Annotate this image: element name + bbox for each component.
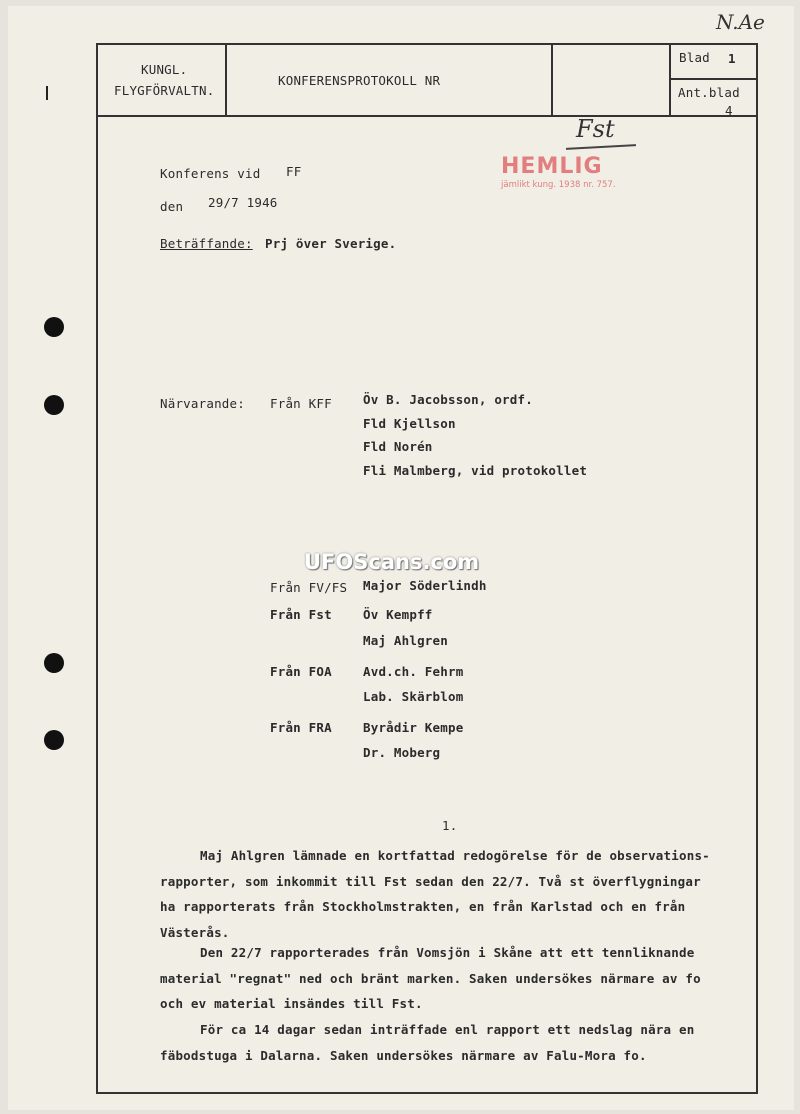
attendee-name: Lab. Skärblom — [363, 689, 464, 704]
konferens-label: Konferens vid — [160, 166, 261, 181]
group-fvfs-from: Från FV/FS — [270, 580, 348, 595]
watermark: UFOScans.com — [304, 550, 480, 574]
body-paragraph-2 — [160, 940, 730, 1017]
paragraph-line: Den 22/7 rapporterades från Vomsjön i Skåne att ett tennliknande — [200, 945, 695, 960]
group-kff-from: Från KFF — [270, 396, 332, 411]
header-col-2 — [551, 43, 553, 115]
section-number: 1. — [442, 818, 458, 833]
group-fst-from: Från Fst — [270, 607, 332, 622]
stamp-main-text: HEMLIG — [501, 154, 603, 179]
paragraph-line: material "regnat" ned och bränt marken. Saken undersökes närmare av fo — [160, 970, 701, 986]
punch-hole-4 — [44, 730, 64, 750]
attendee-name: Fld Norén — [363, 439, 433, 454]
punch-hole-2 — [44, 395, 64, 415]
body-paragraph-3 — [160, 1017, 730, 1068]
blad-label: Blad — [679, 50, 710, 65]
header-blad-divider — [669, 78, 758, 80]
paragraph-line: och ev material insändes till Fst. — [160, 996, 423, 1011]
den-value: 29/7 1946 — [208, 195, 278, 210]
den-label: den — [160, 199, 184, 214]
group-foa-from: Från FOA — [270, 664, 332, 679]
org-line-1: KUNGL. — [141, 62, 188, 77]
attendee-name: Fli Malmberg, vid protokollet — [363, 463, 588, 478]
paragraph-line: ha rapporterats från Stockholmstrakten, en från Karlstad och en från — [160, 899, 686, 914]
classification-stamp — [497, 152, 632, 194]
group-fra-from: Från FRA — [270, 720, 332, 735]
paragraph-line: fäbodstuga i Dalarna. Saken undersökes närmare av Falu-Mora fo. — [160, 1047, 647, 1063]
antblad-value: 4 — [725, 103, 733, 118]
paragraph-line: rapporter, som inkommit till Fst sedan den 22/7. Två st överflygningar — [160, 873, 701, 889]
margin-mark — [46, 86, 48, 100]
stamp-sub-text: jämlikt kung. 1938 nr. 757. — [501, 180, 616, 190]
attendee-name: Byrådir Kempe — [363, 720, 464, 735]
attendee-name: Fld Kjellson — [363, 416, 456, 431]
attendee-name: Öv B. Jacobsson, ordf. — [363, 392, 533, 407]
blad-value: 1 — [728, 51, 736, 66]
paragraph-line: För ca 14 dagar sedan inträffade enl rapport ett nedslag nära en — [200, 1022, 695, 1037]
konferens-value: FF — [286, 164, 302, 179]
attendee-name: Öv Kempff — [363, 607, 433, 622]
paragraph-line: Maj Ahlgren lämnade en kortfattad redogörelse för de observations- — [200, 848, 710, 863]
form-title: KONFERENSPROTOKOLL NR — [278, 73, 441, 88]
betraffande-label: Beträffande: — [160, 236, 253, 251]
paragraph-line: Västerås. — [160, 924, 230, 940]
betraffande-value: Prj över Sverige. — [265, 236, 397, 251]
punch-hole-3 — [44, 653, 64, 673]
org-line-2: FLYGFÖRVALTN. — [114, 83, 215, 98]
header-col-1 — [225, 43, 227, 115]
handwritten-fst: Fst — [576, 115, 615, 143]
narvarande-label: Närvarande: — [160, 396, 245, 411]
antblad-label: Ant.blad — [678, 85, 740, 100]
attendee-name: Major Söderlindh — [363, 578, 487, 593]
punch-hole-1 — [44, 317, 64, 337]
header-divider — [96, 115, 758, 117]
handwritten-corner-note: N.Ae — [716, 10, 765, 34]
attendee-name: Dr. Moberg — [363, 745, 441, 760]
body-paragraph-1 — [160, 843, 730, 945]
attendee-name: Maj Ahlgren — [363, 633, 448, 648]
attendee-name: Avd.ch. Fehrm — [363, 664, 464, 679]
